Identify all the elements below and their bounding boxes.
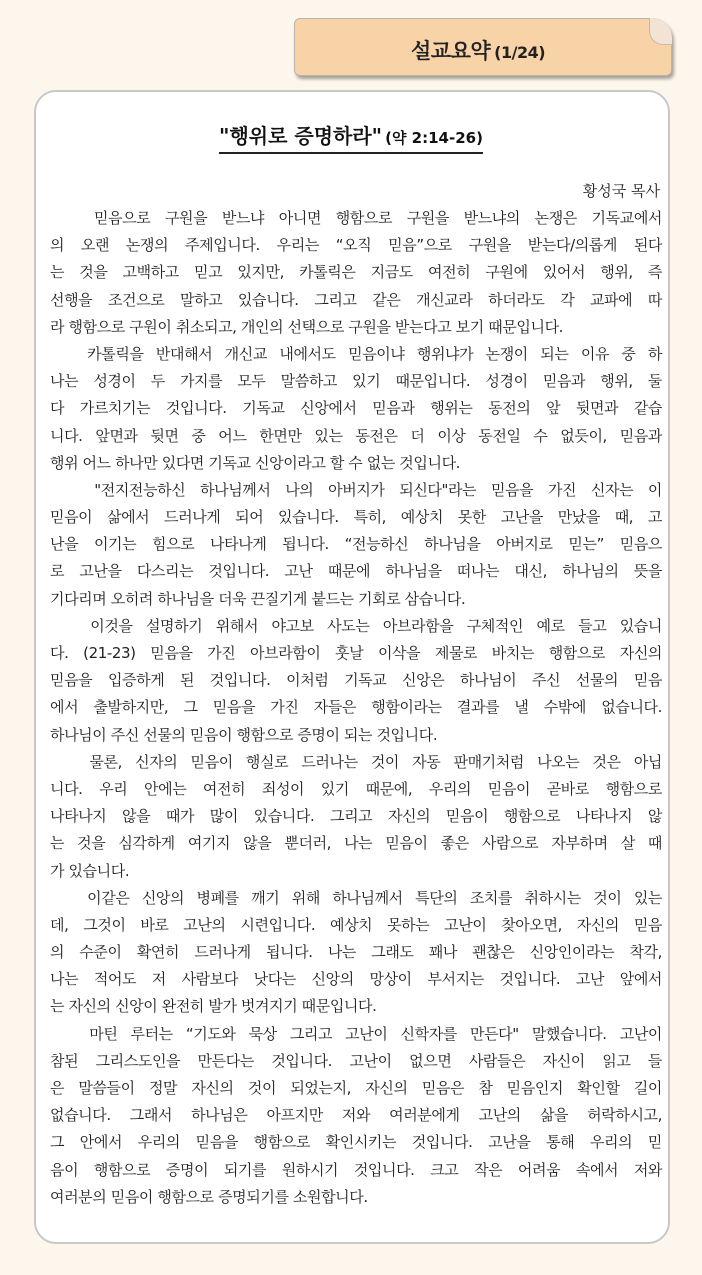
body-line: 믿음이 삶에서 드러나게 되어 있습니다. 특히, 예상치 못한 고난을 만났을 때, 고 [50,508,662,527]
page-count: (1/24) [494,43,546,62]
body-line: 여러분의 믿음이 행함으로 증명되기를 소원합니다. [50,1187,368,1206]
body-line: 나타나지 않을 때가 많이 있습니다. 그리고 자신의 믿음이 행함으로 나타나지 않 [50,807,662,826]
author: 황성국 목사 [582,182,660,200]
sermon-title-underline [219,120,483,154]
body-line: 이같은 신앙의 병폐를 깨기 위해 하나님께서 특단의 조치를 취하시는 것이 있는 [50,888,662,907]
sermon-heading [0,120,702,154]
body-line: "전지전능하신 하나님께서 나의 아버지가 되신다"라는 믿음을 가진 신자는 이 [50,480,662,499]
body-line: 나는 성경이 두 가지를 모두 말씀하고 있기 때문입니다. 성경이 믿음과 행위, 둘 [50,372,662,391]
body-line: 믿음을 입증하게 된 것입니다. 이처럼 기독교 신앙은 하나님이 주신 선물의 믿음 [50,671,662,690]
body-line: 음이 행함으로 증명이 되기를 원하시기 것입니다. 크고 작은 어려움 속에서 저와 [50,1160,662,1179]
body-line: 기다리며 오히려 하나님을 더욱 끈질기게 붙드는 기회로 삼습니다. [50,589,466,608]
tab-title-text: 설교요약 [411,39,491,63]
body-line: 는 것을 심각하게 여기지 않을 뿐더러, 나는 믿음이 좋은 사람으로 자부하며 살 때 [50,834,662,853]
body-line: 참된 그리스도인을 만든다는 것입니다. 고난이 없으면 사람들은 자신이 읽고 들 [50,1051,662,1070]
body-line: 믿음으로 구원을 받느냐 아니면 행함으로 구원을 받느냐의 논쟁은 기독교에서 [50,209,662,227]
body-line: 이것을 설명하기 위해서 야고보 사도는 아브라함을 구체적인 예로 들고 있습니 [50,616,662,635]
body-line: 니다. 앞면과 뒷면 중 어느 한면만 있는 동전은 더 이상 동전일 수 없듯이, 믿음과 [50,426,662,445]
body-line: 는 자신의 신앙이 완전히 발가 벗겨지기 때문입니다. [50,997,377,1016]
body-line: 마틴 루터는 “기도와 묵상 그리고 고난이 신학자를 만든다" 말했습니다. 고난이 [50,1024,662,1043]
body-line: 선행을 조건으로 말하고 있습니다. 그리고 같은 개신교라 하더라도 각 교파에 따 [50,290,662,309]
sermon-body [50,205,662,1211]
tab-title [411,35,545,65]
body-line: 로 고난을 다스리는 것입니다. 고난 때문에 하나님을 떠나는 대신, 하나님의 뜻을 [50,562,662,581]
body-line: 니다. 우리 안에는 여전히 죄성이 있기 때문에, 우리의 믿음이 곧바로 행함으로 [50,779,662,798]
body-line: 데, 그것이 바로 고난의 시련입니다. 예상치 못하는 고난이 찾아오면, 자신의 믿음 [50,915,662,934]
body-line: 나는 적어도 저 사람보다 낫다는 신앙의 망상이 부서지는 것입니다. 고난 앞에서 [50,970,662,989]
body-line: 은 말씀들이 정말 자신의 것이 되었는지, 자신의 믿음은 참 믿음인지 확인할 길이 [50,1079,662,1097]
body-line: 난을 이기는 힘으로 나타나게 됩니다. “전능하신 하나님을 아버지로 믿는” 믿음으 [50,535,662,554]
body-line: 에서 출발하지만, 그 믿음을 가진 자들은 행함이라는 결과를 낼 수밖에 없습니다. [50,698,662,717]
body-line: 다. (21-23) 믿음을 가진 아브라함이 훗날 이삭을 제물로 바치는 행함으로 자신의 [50,644,662,662]
body-line: 의 수준이 확연히 드러나게 됩니다. 나는 그래도 꽤나 괜찮은 신앙인이라는 착각, [50,943,662,962]
body-line: 행위 어느 하나만 있다면 기독교 신앙이라고 할 수 없는 것입니다. [50,453,461,472]
body-line: 없습니다. 그래서 하나님은 아프지만 저와 여러분에게 고난의 삶을 허락하시고, [50,1106,662,1125]
body-line: 카톨릭을 반대해서 개신교 내에서도 믿음이냐 행위냐가 논쟁이 되는 이유 중 하 [50,344,662,363]
body-line: 하나님이 주신 선물의 믿음이 행함으로 증명이 되는 것입니다. [50,725,438,744]
body-line: 의 오랜 논쟁의 주제입니다. 우리는 “오직 믿음”으로 구원을 받는다/의롭게 된다 [50,236,662,255]
body-line: 다 가르치기는 것입니다. 기독교 신앙에서 믿음과 행위는 동전의 앞 뒷면과 같습 [50,399,662,418]
scripture-reference: (약 2:14-26) [385,129,483,147]
body-line: 물론, 신자의 믿음이 행실로 드러나는 것이 자동 판매기처럼 나오는 것은 아닙 [50,752,662,771]
body-line: 는 것을 고백하고 믿고 있지만, 카톨릭은 지금도 여전히 구원에 있어서 행위, 즉 [50,263,662,282]
folded-corner [649,18,672,45]
body-line: 가 있습니다. [50,861,130,880]
body-line: 라 행함으로 구원이 취소되고, 개인의 선택으로 구원을 받는다고 보기 때문입니다. [50,317,564,336]
sermon-title: "행위로 증명하라" [219,124,383,148]
body-line: 그 안에서 우리의 믿음을 행함으로 확인시키는 것입니다. 고난을 통해 우리의 믿 [50,1133,662,1152]
header-tab [294,18,672,76]
